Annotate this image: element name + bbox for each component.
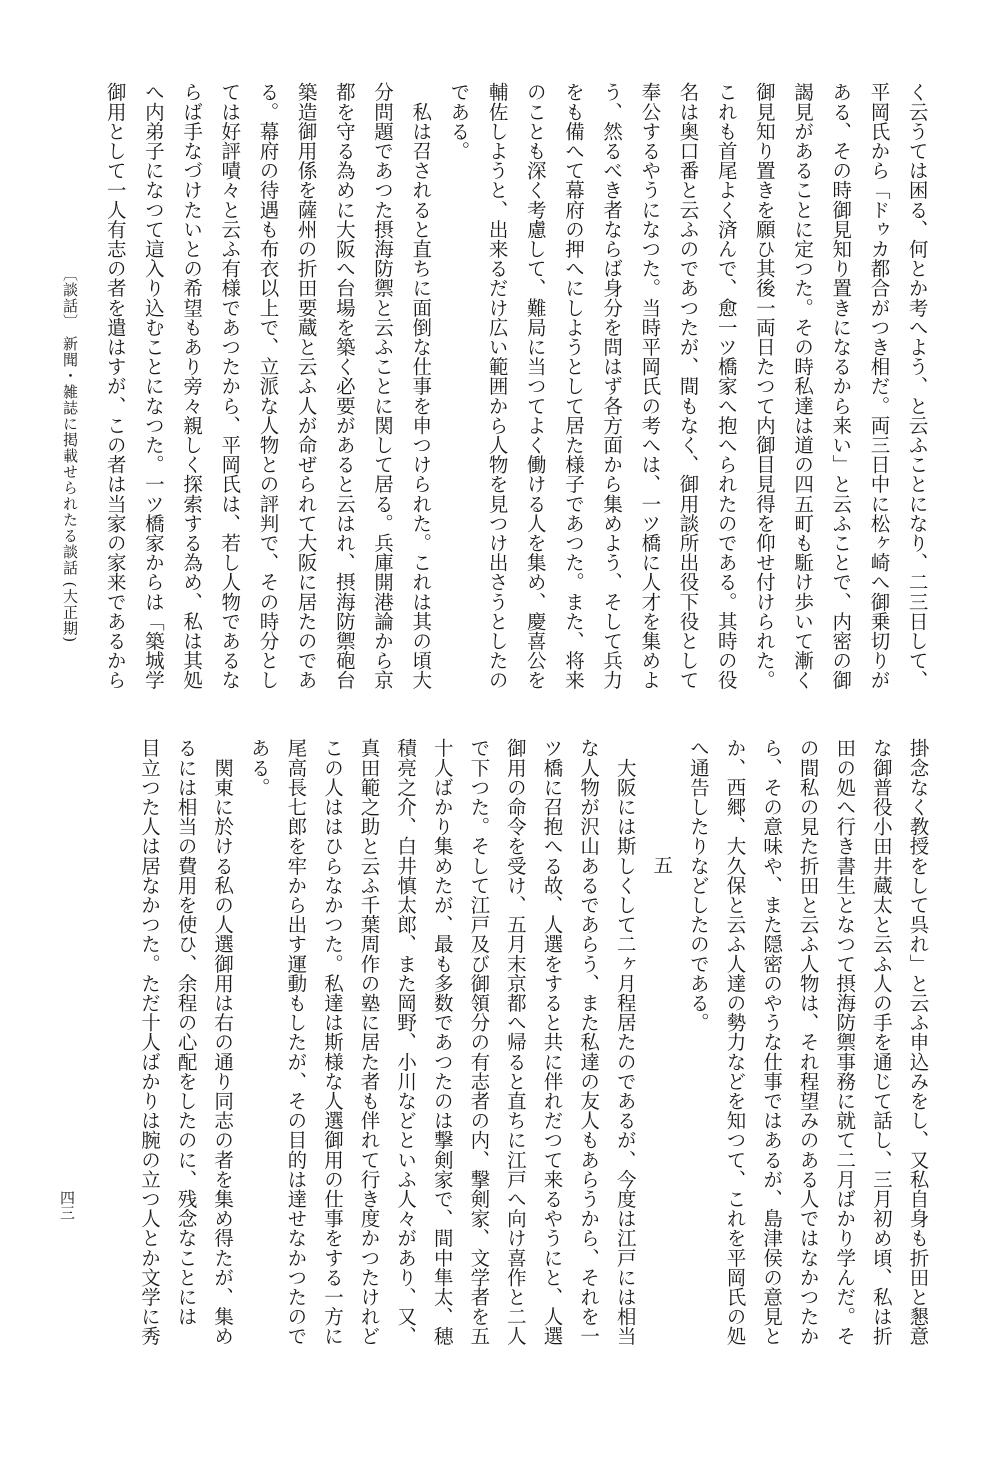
text-line: 真田範之助と云ふ千葉周作の塾に居た者も伴れて行き度かつたけれど	[357, 738, 381, 1346]
text-line: 輔佐しようと、出来るだけ広い範囲から人物を見つけ出さうとしたの	[485, 82, 509, 690]
text-line: 御用の命令を受け、五月末京都へ帰ると直ちに江戸へ向け喜作と二人	[503, 738, 527, 1346]
text-line: な御普役小田井蔵太と云ふ人の手を通じて話し、三月初め頃、私は折	[869, 738, 893, 1346]
text-line: 積亮之介、白井慎太郎、また岡野、小川などといふ人々があり、又、	[394, 738, 418, 1346]
text-column	[287, 82, 325, 702]
text-column	[753, 738, 790, 1358]
text-line: のことも深く考慮して、難局に当つてよく働ける人を集め、慶喜公を	[523, 82, 547, 690]
text-column	[497, 738, 534, 1358]
text-column	[351, 738, 388, 1358]
text-column	[460, 738, 497, 1358]
text-line: 田の処へ行き書生となつて摂海防禦事務に就て二月ばかり学んだ。そ	[833, 738, 857, 1346]
text-line: 私は召されると直ちに面倒な仕事を申つけられた。これは其の頃大	[409, 82, 433, 690]
page-number: 四三	[58, 1190, 76, 1220]
text-column	[277, 738, 314, 1358]
text-column	[96, 82, 134, 702]
text-line: 目立つた人は居なかつた。ただ十人ばかりは腕の立つ人とか文学に秀	[137, 738, 161, 1346]
text-line: へ内弟子になつて這入り込むことになつた。一ツ橋家からは「築城学	[141, 82, 165, 690]
text-line: で下つた。そして江戸及び御領分の有志者の内、撃剣家、文学者を五	[467, 738, 491, 1346]
section-number: 五	[650, 855, 674, 875]
text-line: ある、その時御見知り置きになるから来い」と云ふことで、内密の御	[829, 82, 853, 690]
text-line: ては好評嘖々と云ふ有様であつたから、平岡氏は、若し人物であるな	[218, 82, 242, 690]
text-line: な人物が沢山あるであらう、また私達の友人もあらうから、それを一	[577, 738, 601, 1346]
text-column	[570, 738, 607, 1358]
text-column	[898, 82, 936, 702]
text-line: るには相当の費用を使ひ、余程の心配をしたのに、残念なことには	[174, 738, 198, 1326]
text-line: 謁見があることに定つた。その時私達は道の四五町も駈け歩いて漸く	[791, 82, 815, 690]
text-line: 尾高長七郎を牢から出す運動もしたが、その目的は達せなかつたので	[284, 738, 308, 1346]
upper-text-block	[96, 82, 936, 702]
text-line: か、西郷、大久保と云ふ人達の勢力などを知つて、これを平岡氏の処	[723, 738, 747, 1346]
text-column	[607, 738, 644, 1358]
text-column	[533, 738, 570, 1358]
text-column	[172, 82, 210, 702]
text-line: 大阪には斯しくして二ヶ月程居たのであるが、今度は江戸には相当	[613, 738, 637, 1346]
text-line: う、然るべき者ならば身分を問はず各方面から集めよう、そして兵力	[600, 82, 624, 690]
section-heading	[643, 738, 680, 1475]
text-column	[168, 738, 205, 1358]
text-line: この人ははひらなかつた。私達は斯様な人選御用の仕事をする一方に	[320, 738, 344, 1346]
text-line: である。	[447, 82, 471, 161]
text-column	[745, 82, 783, 702]
text-column	[899, 738, 936, 1358]
text-line: 奉公するやうになつた。当時平岡氏の考へは、一ツ橋に人才を集めよ	[638, 82, 662, 690]
text-column	[210, 82, 248, 702]
text-line: 関東に於ける私の人選御用は右の通り同志の者を集め得たが、集め	[211, 738, 235, 1346]
text-column	[134, 82, 172, 702]
text-line: らば手なづけたいとの希望もあり旁々親しく探索する為め、私は其処	[180, 82, 204, 690]
text-column	[680, 738, 717, 1358]
text-line: 御見知り置きを願ひ其後一両日たつて内御目見得を仰せ付けられた。	[752, 82, 776, 690]
text-line: ツ橋に召抱へる故、人選をすると共に伴れだつて来るやうにと、人選	[540, 738, 564, 1346]
text-column	[424, 738, 461, 1358]
text-column	[325, 82, 363, 702]
text-column	[401, 82, 439, 702]
text-column	[826, 738, 863, 1358]
text-line: 十人ばかり集めたが、最も多数であつたのは撃剣家で、間中隼太、穂	[430, 738, 454, 1346]
text-column	[783, 82, 821, 702]
text-column	[516, 82, 554, 702]
text-line: これも首尾よく済んで、愈一ツ橋家へ抱へられたのである。其時の役	[714, 82, 738, 690]
text-column	[204, 738, 241, 1358]
text-column	[249, 82, 287, 702]
text-column	[314, 738, 351, 1358]
text-column	[631, 82, 669, 702]
text-line: ら、その意味や、また隠密のやうな仕事ではあるが、島津侯の意見と	[760, 738, 784, 1346]
text-line: 掛念なく教授をして呉れ」と云ふ申込みをし、又私自身も折田と懇意	[906, 738, 930, 1346]
running-head: 〔談話〕 新聞・雑誌に掲載せられたる談話 (大正期)	[61, 266, 79, 644]
text-line: く云うては困る、何とか考へよう、と云ふことになり、二三日して、	[905, 82, 929, 690]
text-column	[363, 82, 401, 702]
text-line: をも備へて幕府の押へにしようとして居た様子であつた。また、将来	[561, 82, 585, 690]
text-line: の間私の見た折田と云ふ人物は、それ程望みのある人ではなかつたか	[796, 738, 820, 1346]
text-column	[790, 738, 827, 1358]
text-column	[241, 738, 278, 1358]
text-column	[478, 82, 516, 702]
text-line: る。幕府の待遇も布衣以上で、立派な人物との評判で、その時分とし	[256, 82, 280, 690]
lower-text-block	[94, 738, 936, 1358]
text-column	[440, 82, 478, 702]
text-column	[669, 82, 707, 702]
text-column	[821, 82, 859, 702]
text-column	[860, 82, 898, 702]
text-line: 名は奥口番と云ふのであつたが、間もなく、御用談所出役下役として	[676, 82, 700, 690]
text-column	[554, 82, 592, 702]
text-column	[716, 738, 753, 1358]
text-column	[707, 82, 745, 702]
text-column	[592, 82, 630, 702]
text-column	[863, 738, 900, 1358]
text-line: ある。	[247, 738, 271, 797]
text-line: へ通告したりなどしたのである。	[686, 738, 710, 1032]
text-line: 平岡氏から「ドゥカ都合がつき相だ。両三日中に松ヶ崎へ御乗切りが	[867, 82, 891, 690]
text-line: 築造御用係を薩州の折田要蔵と云ふ人が命ぜられて大阪に居たのであ	[294, 82, 318, 690]
text-column	[387, 738, 424, 1358]
text-column	[131, 738, 168, 1358]
text-line: 御用として一人有志の者を遣はすが、この者は当家の家来であるから	[103, 82, 127, 690]
text-line: 分問題であつた摂海防禦と云ふことに関して居る。兵庫開港論から京	[371, 82, 395, 690]
text-line: 都を守る為めに大阪へ台場を築く必要があると云はれ、摂海防禦砲台	[332, 82, 356, 690]
